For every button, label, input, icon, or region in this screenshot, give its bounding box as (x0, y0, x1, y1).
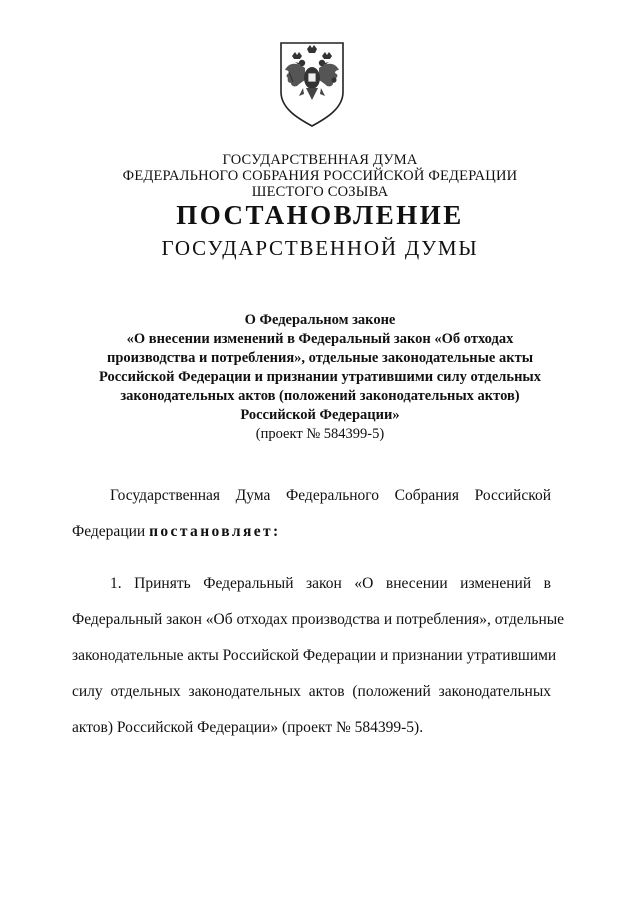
coat-of-arms-icon (277, 40, 347, 130)
clause-line: 1. Принять Федеральный закон «О внесении изменений в (110, 575, 551, 592)
preamble-line: Государственная Дума Федерального Собрания Российской (110, 487, 551, 504)
resolves-word: постановляет: (149, 523, 281, 540)
preamble-text: Федерации (72, 523, 150, 540)
clause-line: силу отдельных законодательных актов (положений законодательных (72, 683, 551, 700)
header-line-federal-assembly: ФЕДЕРАЛЬНОГО СОБРАНИЯ РОССИЙСКОЙ ФЕДЕРАЦИИ (122, 168, 518, 184)
clause-line: актов) Российской Федерации» (проект № 584399-5). (72, 719, 424, 736)
clause-line: законодательные акты Российской Федерации и признании утратившими (72, 647, 557, 664)
project-number: (проект № 584399-5) (255, 426, 385, 442)
subject-line: производства и потребления», отдельные законодательные акты (106, 350, 534, 366)
subject-line: Российской Федерации» (240, 407, 400, 423)
document-subtitle: ГОСУДАРСТВЕННОЙ ДУМЫ (161, 236, 479, 260)
header-line-state-duma: ГОСУДАРСТВЕННАЯ ДУМА (222, 152, 418, 168)
subject-line: Российской Федерации и признании утратившими силу отдельных (98, 369, 542, 385)
document-title: ПОСТАНОВЛЕНИЕ (176, 200, 464, 230)
subject-line: законодательных актов (положений законодательных актов) (120, 388, 520, 404)
clause-line: Федеральный закон «Об отходах производства и потребления», отдельные (72, 611, 565, 628)
preamble-line (72, 523, 281, 541)
header-line-convocation: ШЕСТОГО СОЗЫВА (251, 184, 389, 200)
subject-line: «О внесении изменений в Федеральный закон «Об отходах (126, 331, 514, 347)
subject-line: О Федеральном законе (244, 312, 396, 328)
